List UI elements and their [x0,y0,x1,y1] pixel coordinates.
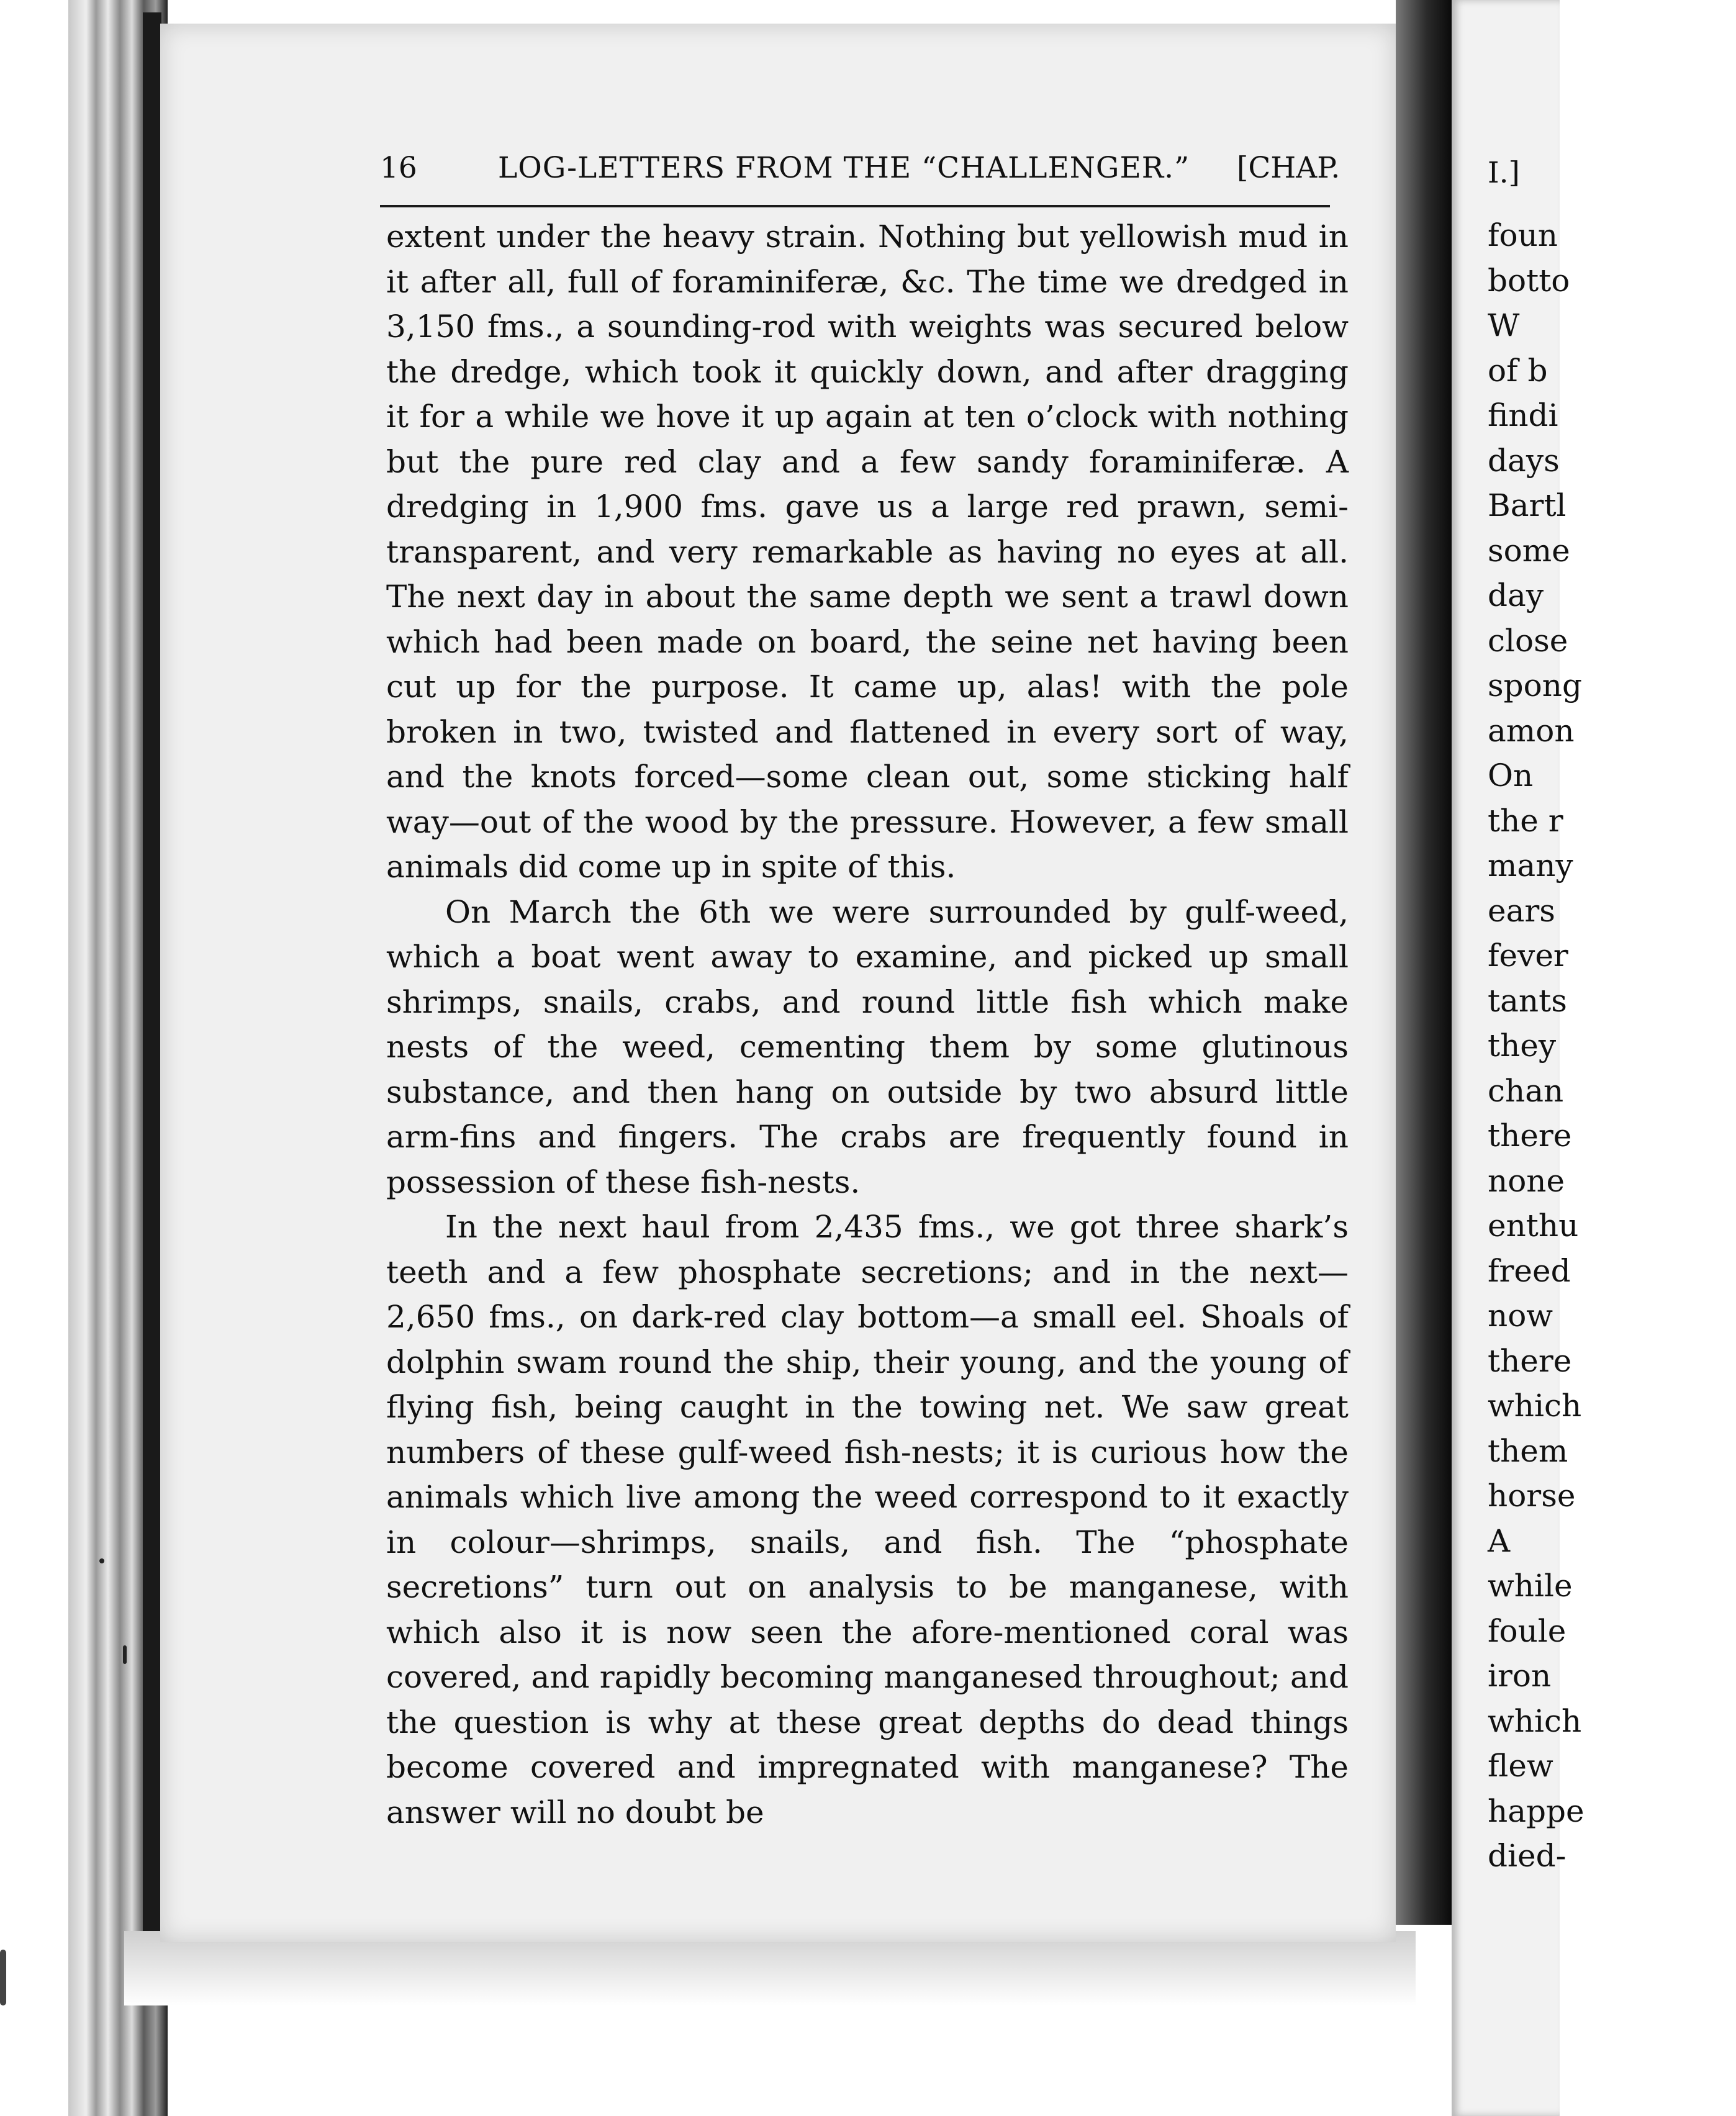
scan-speck [0,1950,6,2005]
running-header [380,151,1340,201]
right-chapter-marker: I.] [1488,156,1520,190]
right-line-fragment: flew [1488,1748,1553,1784]
right-line-fragment: On [1488,757,1534,794]
right-line-fragment: now [1488,1298,1553,1334]
right-line-fragment: Bartl [1488,487,1566,523]
right-line-fragment: spong [1488,667,1582,703]
right-line-fragment: them [1488,1432,1568,1469]
right-line-fragment: W [1488,307,1520,343]
right-line-fragment: day [1488,577,1544,613]
right-line-fragment: ears [1488,892,1555,929]
chapter-marker: [CHAP. [1237,151,1340,185]
paragraph: In the next haul from 2,435 fms., we got three shark’s teeth and a few phosphate secretions; and in the next— 2,650 fms., on dark-red clay bottom—a small eel. Shoals of dolphin swam round the ship, their young, and the young of flying fish, being caught in the towing net. We saw great numbers of these gulf-weed fish-nests; it is curious how the animals which live among the weed correspond to it exactly in colour—shrimps, snails, and fish. The “phosphate secretions” turn out on analysis to be manganese, with which also it is now seen the afore-mentioned coral was covered, and rapidly becoming manganesed throughout; and the question is why at these great depths do dead things become covered and impregnated with manganese? The answer will no doubt be [386,1209,1349,1830]
running-title: LOG-LETTERS FROM THE “CHALLENGER.” [498,151,1190,185]
right-line-fragment: of b [1488,352,1548,389]
right-line-fragment: the r [1488,802,1563,839]
right-line-fragment: many [1488,848,1573,884]
right-line-fragment: botto [1488,262,1570,299]
page-number: 16 [380,151,417,185]
scan-speck [123,1645,127,1664]
right-line-fragment: close [1488,622,1568,659]
book-edge-shadow [143,12,161,1943]
page-bottom-shadow [124,1931,1416,2005]
right-line-fragment: amon [1488,712,1575,749]
right-line-fragment: they [1488,1028,1557,1064]
right-line-fragment: foule [1488,1612,1566,1649]
scan-speck [99,1558,104,1563]
right-line-fragment: some [1488,532,1570,569]
right-line-fragment: freed [1488,1252,1571,1289]
right-page-text [1488,151,1736,1879]
right-line-fragment: A [1488,1522,1511,1559]
paragraph: On March the 6th we were surrounded by gulf-weed, which a boat went away to examine, and picked up small shrimps, snails, crabs, and round little fish which make nests of the weed, cementing them by some glutinous substance, and then hang on outside by two absurd little arm-fins and fingers. The crabs are frequently found in possession of these fish-nests. [386,893,1349,1200]
right-line-fragment: which [1488,1388,1582,1424]
right-line-fragment: horse [1488,1478,1576,1514]
paragraph: extent under the heavy strain. Nothing but yellowish mud in it after all, full of foraminiferæ, &c. The time we dredged in 3,150 fms., a sounding-rod with weights was secured below the dredge, which took it quickly down, and after dragging it for a while we hove it up again at ten o’clock with nothing but the pure red clay and a few sandy foraminiferæ. A dredging in 1,900 fms. gave us a large red prawn, semi-transparent, and very remarkable as having no eyes at all. The next day in about the same depth we sent a trawl down which had been made on board, the seine net having been cut up for the purpose. It came up, alas! with the pole broken in two, twisted and flattened in every sort of way, and the knots forced—some clean out, some sticking half way—out of the wood by the pressure. However, a few small animals did come up in spite of this. [386,219,1349,885]
right-line-fragment: tants [1488,982,1567,1019]
right-line-fragment: foun [1488,217,1558,253]
right-line-fragment: died- [1488,1838,1566,1874]
right-line-fragment: findi [1488,397,1558,433]
header-rule [380,205,1330,207]
right-line-fragment: fever [1488,938,1568,974]
right-line-fragment: none [1488,1162,1565,1199]
right-page [1452,0,1585,2116]
right-line-fragment: there [1488,1118,1572,1154]
right-line-fragment: which [1488,1702,1582,1739]
body-text [386,214,1349,1835]
right-line-fragment: iron [1488,1658,1552,1694]
right-line-fragment: enthu [1488,1208,1579,1244]
book-gutter [1396,0,1452,1925]
right-page-lines [1488,213,1736,1879]
right-line-fragment: days [1488,442,1560,479]
right-line-fragment: while [1488,1568,1573,1604]
right-line-fragment: happe [1488,1793,1585,1829]
right-line-fragment: there [1488,1342,1572,1379]
right-line-fragment: chan [1488,1072,1564,1109]
